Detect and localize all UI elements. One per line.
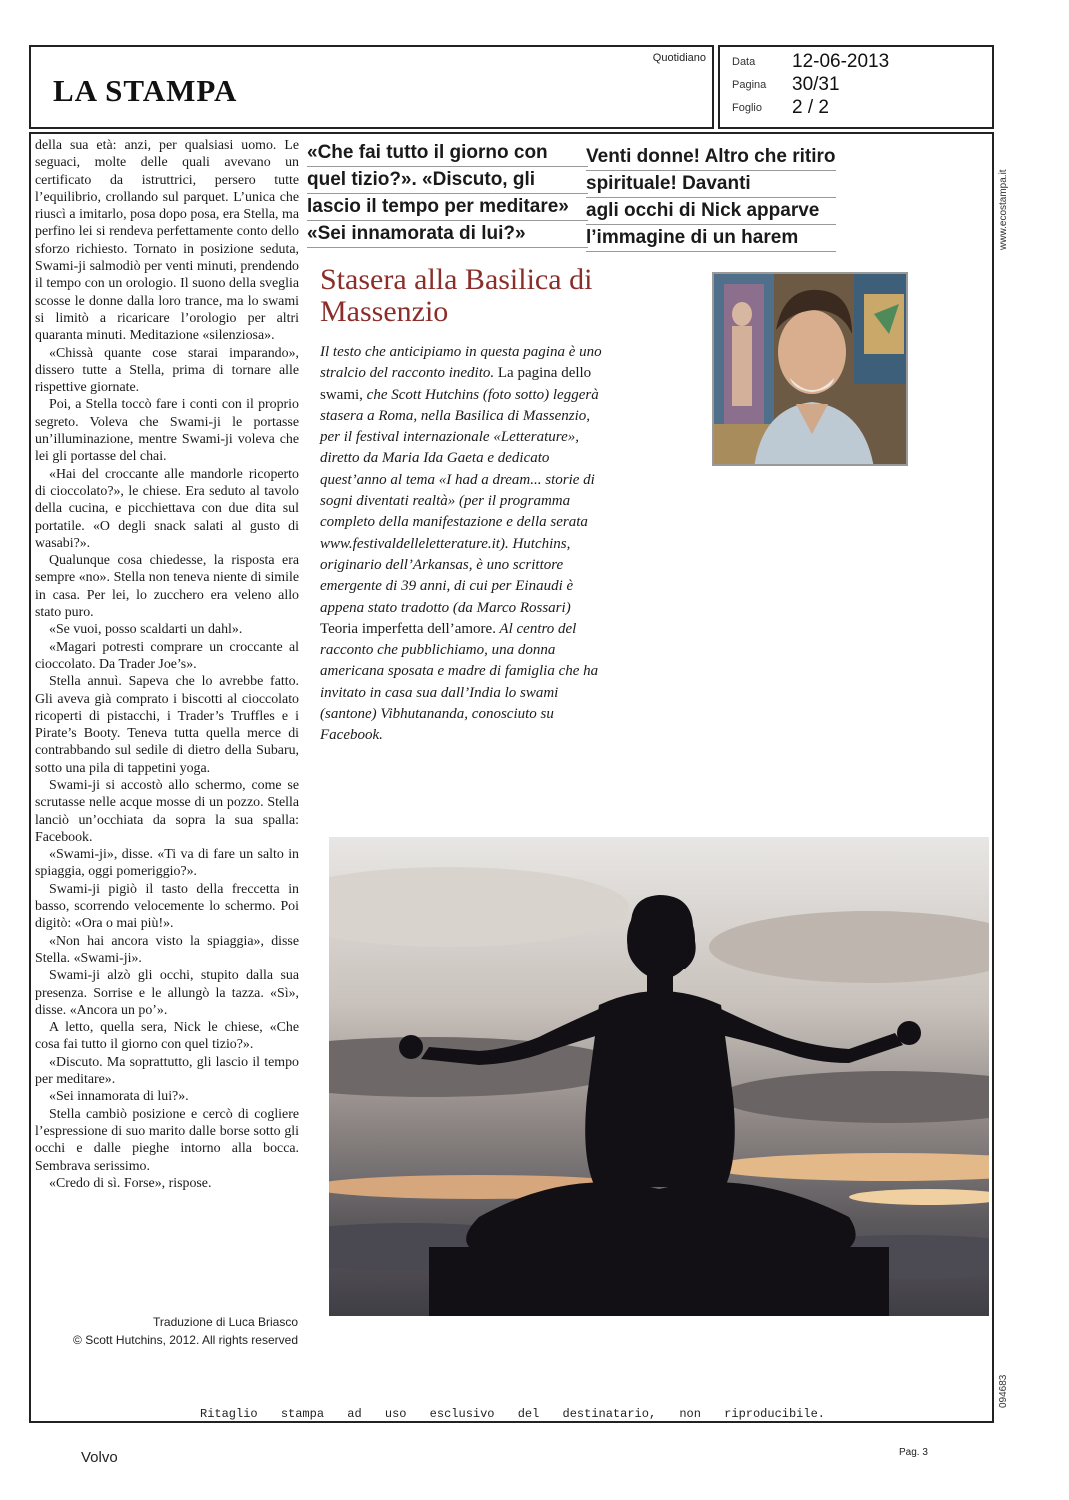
paragraph: della sua età: anzi, per qualsiasi uomo. Le seguaci, molte delle quali avevano un certificato da istruttrici, persero tutte l’equilibrio, crollando sul parquet. L’unica che riuscì a imitarlo, posa dopo posa, era Stella, ma perfino lei si rendeva perfettamente conto dello sforzo richiesto. Tornato in posizione seduta, Swami-ji salmodiò per venti minuti, prendendo il tempo con un orologio. Il suono della sveglia scosse le donne dalla loro trance, ma lo swami si limitò a ricaricare l’orologio per altri quaranta minuti. Meditazione «silenziosa». [35, 138, 299, 344]
paragraph: Stella cambiò posizione e cercò di cogliere l’espressione di suo marito dalle borse sotto gli occhi e dalle pieghe intorno alla bocca. Sembrava serissimo. [35, 1106, 299, 1174]
masthead: LA STAMPA [53, 73, 238, 108]
intro-upright: La pagina dello swami, [320, 365, 592, 403]
pull-quote-line: quel tizio?». «Discuto, gli [307, 167, 588, 194]
copyright-credit: © Scott Hutchins, 2012. All rights reserved [73, 1333, 298, 1347]
paragraph: «Swami-ji», disse. «Ti va di fare un salto in spiaggia, oggi pomeriggio?». [35, 847, 299, 880]
translation-credit: Traduzione di Luca Briasco [153, 1315, 298, 1329]
pull-quote-line: Venti donne! Altro che ritiro [586, 144, 836, 171]
paragraph: Swami-ji alzò gli occhi, stupito dalla sua presenza. Sorrise e le allungò la tazza. «Sì», disse. «Ancora un po’». [35, 968, 299, 1018]
intro-text: che Scott Hutchins (foto sotto) leggerà stasera a Roma, nella Basilica di Massenzio, per il festival internazionale «Letterature», diretto da Maria Ida Gaeta e dedicato quest’anno al tema «I had a dream... storie di sogni diventati realtà» (per il programma completo della manifestazione e della serata www.festivaldelleletterature.it). Hutchins, originario dell’Arkansas, è uno scrittore emergente di 39 anni, di cui per Einaudi è appena stato tradotto (da Marco Rossari) [320, 386, 599, 616]
pull-quote-line: spirituale! Davanti [586, 171, 836, 198]
pull-quote-left [307, 140, 588, 248]
side-code: 094683 [998, 1374, 1009, 1408]
paragraph: «Credo di sì. Forse», rispose. [49, 1175, 212, 1191]
pull-quote-line: agli occhi di Nick apparve [586, 198, 836, 225]
side-url: www.ecostampa.it [998, 169, 1009, 250]
footer-client: Volvo [81, 1449, 118, 1466]
paragraph: Qualunque cosa chiedesse, la risposta era sempre «no». Stella non teneva niente di simile in casa. Per lei, lo zucchero era veleno allo stato puro. [35, 553, 299, 621]
paragraph: A letto, quella sera, Nick le chiese, «Che cosa fai tutto il giorno con quel tizio?». [35, 1020, 299, 1053]
paragraph: Stella annuì. Sapeva che lo avrebbe fatto. Gli aveva già comprato i biscotti al cioccolato ricoperti di pistacchi, i Trader’s Truffles e i Pirate’s Booty. Teneva tutta quella merce di contrabbando sul sedile di dietro della Subaru, sotto una pila di tappetini yoga. [35, 674, 299, 776]
pull-quote-line: «Sei innamorata di lui?» [307, 221, 588, 248]
paragraph: Swami-ji si accostò allo schermo, come se scrutasse nelle acque mosse di un pozzo. Stella lanciò un’occhiata da sopra la sua spalla: Facebook. [35, 777, 299, 845]
footer-page: Pag. 3 [899, 1447, 928, 1458]
meta-box [718, 45, 994, 129]
paragraph: «Discuto. Ma soprattutto, gli lascio il tempo per meditare». [35, 1054, 299, 1088]
credits [35, 1313, 298, 1349]
book-title: Teoria imperfetta dell’amore. [320, 620, 496, 637]
paragraph: «Non hai ancora visto la spiaggia», disse Stella. «Swami-ji». [35, 933, 299, 966]
masthead-box [29, 45, 714, 129]
paragraph: «Sei innamorata di lui?». [49, 1089, 189, 1105]
article-headline: Stasera alla Basilica di Massenzio [320, 263, 593, 328]
meta-date: Data 12-06-2013 [732, 51, 890, 72]
pull-quote-right [586, 144, 836, 252]
meta-sheet: Foglio 2 / 2 [732, 97, 829, 118]
paragraph: «Se vuoi, posso scaldarti un dahl». [49, 622, 243, 638]
paragraph: «Hai del croccante alle mandorle ricoperto di cioccolato?», le chiese. Era seduto al tavolo della cucina, e picchiettava con due dita sul portatile. «O degli snack salati al gusto di wasabi?». [35, 466, 299, 551]
meditation-silhouette-photo [329, 837, 989, 1316]
publication-type: Quotidiano [652, 52, 706, 64]
paragraph: «Magari potresti comprare un croccante al cioccolato. Da Trader Joe’s». [35, 639, 299, 672]
intro-text: Al centro del racconto che pubblichiamo, una donna americana sposata e madre di famiglia che ha invitato in casa sua dall’India lo swami (santone) Vibhutananda, conosciuto su Facebook. [320, 620, 599, 744]
pull-quote-line: l’immagine di un harem [586, 225, 836, 252]
paragraph: «Chissà quante cose starai imparando», dissero tutte a Stella, prima di tornare alle rispettive giornate. [35, 345, 299, 396]
meta-page: Pagina 30/31 [732, 74, 840, 95]
author-portrait [712, 272, 908, 466]
disclaimer: Ritaglio stampa ad uso esclusivo del destinatario, non riproducibile. [200, 1407, 825, 1421]
paragraph: Swami-ji pigiò il tasto della freccetta in basso, scorrendo velocemente lo schermo. Poi digitò: «Ora o mai più!». [35, 881, 299, 932]
author-portrait-photo [714, 274, 908, 466]
body-column [35, 137, 299, 1192]
meditation-photo [329, 837, 989, 1316]
paragraph: Poi, a Stella toccò fare i conti con il proprio segreto. Voleva che Swami-ji le portasse un’illuminazione, mentre Swami-ji voleva che lei gli portasse del chai. [35, 397, 299, 465]
pull-quote-line: lascio il tempo per meditare» [307, 194, 588, 221]
intro-lead: Il testo che anticipiamo in questa pagina è uno stralcio del racconto inedito. [320, 344, 602, 382]
pull-quote-line: «Che fai tutto il giorno con [307, 140, 588, 167]
article-intro [320, 342, 610, 747]
